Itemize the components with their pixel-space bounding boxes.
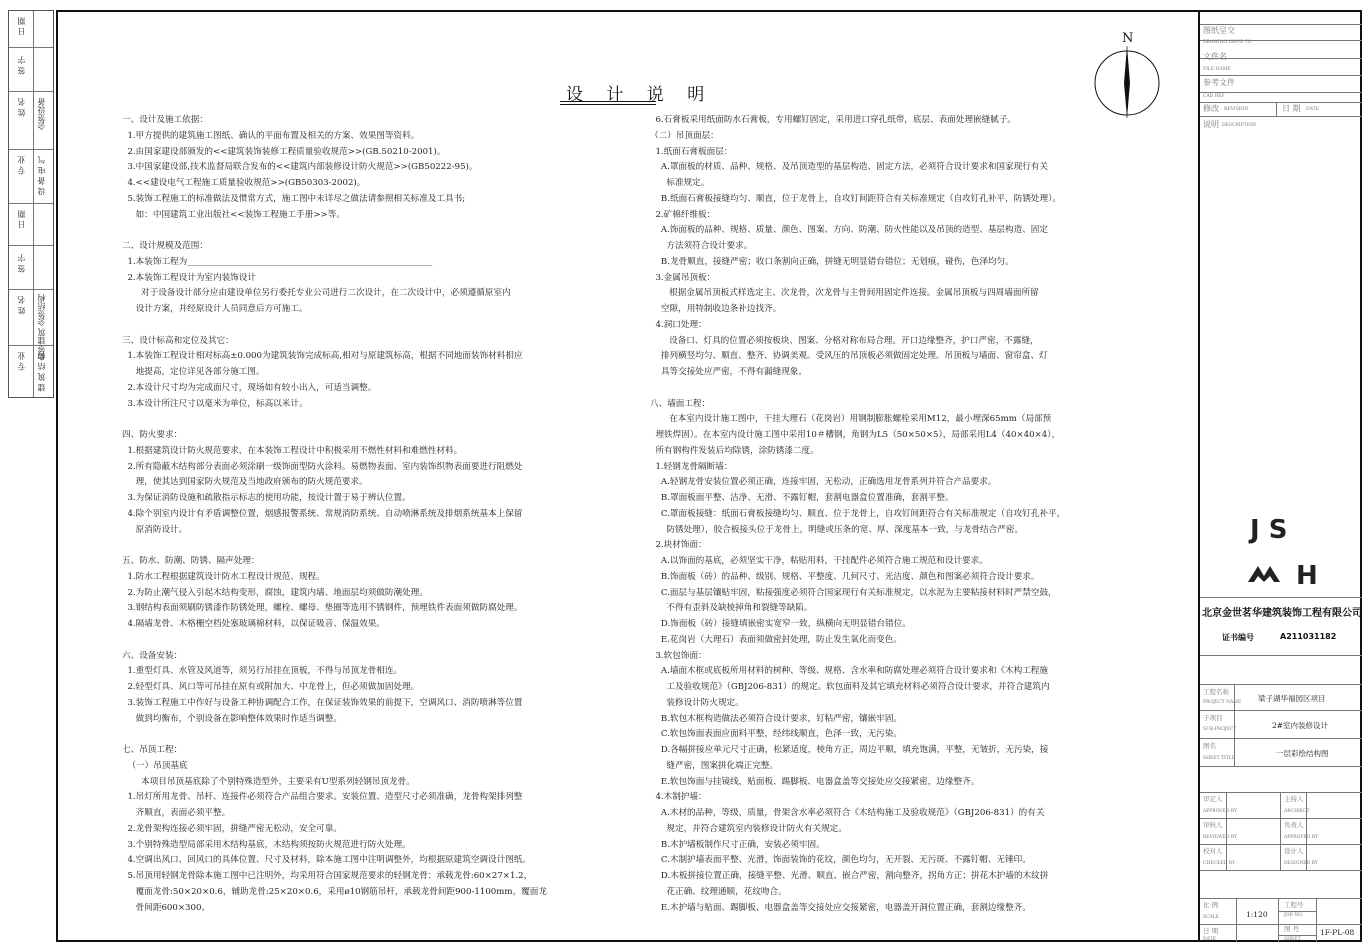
text-line: 1.本装饰工程设计相对标高±0.000为建筑装饰完成标高,相对与原建筑标高，根据不同地面装饰材料相应: [122, 351, 523, 362]
text-line: 1.纸面石膏板面层：: [650, 146, 733, 157]
text-line: 2.矿棉纤维板：: [650, 209, 716, 220]
paragraph-gap: [122, 318, 547, 334]
strip-value: 设 备 电 气: [37, 156, 46, 196]
revision-label-en: REVISION: [1224, 107, 1249, 112]
sub-project-value: 2#室内装修设计: [1272, 721, 1329, 730]
strip-label: 姓 名: [17, 98, 26, 117]
text-line: （一）吊顶基底: [122, 760, 188, 771]
text-line: 5.装饰工程施工的标准做法及惯常方式，施工图中未详尽之做法请参照相关标准及工具书;: [122, 193, 466, 204]
text-line: 设备口、灯具的位置必须按板块、图案、分格对称布局合理。开口边缘整齐，护口严密，不露缝，: [650, 335, 1039, 346]
text-line: E.木护墙与贴面、踢脚板、电器盒盖等交接处应交接紧密，电器盖开洞位置正确，套割边缘整齐。: [650, 902, 1031, 913]
text-line: 排列横竖均匀、顺直、整齐、协调美观。受风压的吊顶板必须做固定处理。吊顶板与墙面、窗帘盒、灯: [650, 351, 1048, 362]
checked-by-label: 校对人: [1203, 847, 1223, 855]
text-line: A.饰面板的品种、规格、质量、颜色、图案、方向、防潮、防火性能以及吊顶的造型、基层构造、固定: [650, 225, 1048, 236]
strip-value: 建 筑 结 构: [37, 352, 46, 392]
cad-ref-label: 参考文件: [1203, 78, 1235, 87]
cert-label: 证书编号: [1222, 633, 1254, 642]
text-line: 所有钢构件发装后均除锈，涂防锈漆二度。: [650, 445, 819, 456]
text-line: C.面层与基层镶贴牢固，粘接强度必须符合国家现行有关标准规定，以水泥为主要粘接材料时严禁空鼓，: [650, 587, 1057, 598]
paragraph-gap: [122, 412, 547, 428]
job-no-label: 工程号: [1284, 901, 1304, 909]
text-line: 4.除个别室内设计有矛盾调整位置，烟感报警系统、常规消防系统、自动喷淋系统及排烟系统基本上保留: [122, 508, 523, 519]
text-line: 不得有歪斜及缺棱掉角和裂缝等缺陷。: [650, 603, 813, 614]
strip-label: 专 业: [17, 352, 26, 371]
text-line: 2.由国家建设部颁发的<<建筑装饰装修工程质量验收规范>>(GB.50210-2001)。: [122, 146, 446, 157]
text-line: 1.甲方提供的建筑施工图纸、确认的平面布置及相关的方案、效果图等资料。: [122, 130, 420, 141]
text-line: A.以饰面的基底，必须坚实干净，粘贴用料，干挂配件必须符合施工规范和设计要求。: [650, 556, 988, 566]
text-line: 3.本设计所注尺寸以毫米为单位，标高以米计。: [122, 398, 308, 409]
text-line: 规定，并符合建筑室内装修设计防火有关规定。: [650, 823, 847, 834]
paragraph-gap: [650, 381, 1065, 397]
text-line: 2.本装饰工程设计为室内装饰设计: [122, 272, 256, 283]
text-line: 1.吊灯所用龙骨、吊杆、连接件必须符合产品组合要求。安装位置、造型尺寸必须准确，龙骨构架排列整: [122, 792, 523, 803]
text-line: 具等交接处应严密，不得有漏缝现象。: [650, 367, 808, 377]
date-label: 日 期: [1282, 104, 1301, 113]
text-line: 三、设计标高和定位及其它：: [122, 335, 234, 346]
text-line: 花正确、纹理通顺，花纹吻合。: [650, 886, 787, 897]
paragraph-gap: [122, 538, 547, 554]
text-line: 5.吊顶用轻钢龙骨除本施工图中已注明外，均采用符合国家规范要求的轻钢龙骨：承载龙骨:60×27×1.2，: [122, 871, 533, 881]
title-underline: [560, 104, 656, 105]
text-line: B.龙骨顺直，接缝严密；收口条割向正确，拼缝无明显错台错位；无划痕，碰伤，色泽均匀。: [650, 256, 1014, 267]
text-line: 齐顺直，表面必须平整。: [122, 808, 231, 818]
text-line: C.软包饰面表面应面料平整，经纬线顺直，色泽一致，无污染。: [650, 729, 902, 740]
text-line: 4.<<建设电气工程施工质量验收规范>>(GB50303-2002)。: [122, 178, 366, 188]
text-line: 2.块材饰面：: [650, 540, 707, 551]
strip-label: 姓 名: [17, 296, 26, 315]
project-name-value: 梁子湖华福园区项目: [1258, 694, 1326, 703]
designed-by-label: 设计人: [1284, 847, 1304, 855]
date2-label: 日 期: [1203, 927, 1219, 935]
text-line: 3.金属吊顶板：: [650, 272, 716, 283]
sheet-no-label: 图 号: [1284, 925, 1300, 933]
strip-label: 专 业: [17, 156, 26, 175]
left-text-column: [122, 113, 547, 916]
text-line: 骨间距600×300。: [122, 902, 211, 913]
checked-by-label-en: CHECKED BY: [1203, 861, 1235, 866]
text-line: A.木材的品种，等级，质量，骨架含水率必须符合《木结构施工及验收规范》（GBJ206-831）的有关: [650, 808, 1045, 818]
strip-label: 签 字: [17, 254, 26, 273]
text-line: B.饰面板（砖）的品种、级别、规格、平整度、几何尺寸、光洁度、颜色和图案必须符合设计要求。: [650, 571, 1040, 582]
responsible-label: 负责人: [1284, 821, 1304, 829]
project-name-label: 工程名称: [1203, 688, 1229, 696]
text-line: C.罩面板接缝：纸面石膏板接缝均匀、顺直、位于龙骨上，自攻钉间距符合有关标准规定（自攻钉孔补平，: [650, 508, 1066, 519]
revision-label: 修改: [1203, 104, 1219, 113]
scale-value: 1:120: [1246, 910, 1268, 919]
company-logo: [1236, 510, 1336, 600]
text-line: 标准规定。: [650, 178, 710, 188]
text-line: （二）吊顶面层：: [650, 130, 719, 141]
text-line: 空隙，用特制收边条补边找齐。: [650, 304, 782, 314]
text-line: D.木板拼接位置正确，接缝平整、光滑、顺直、嵌合严密，割向整齐，拐角方正；拼花木护墙的木纹拼: [650, 871, 1049, 881]
sub-project-label: 子项目: [1203, 714, 1223, 722]
text-line: 6.石膏板采用纸面防水石膏板，专用螺钉固定，采用进口穿孔纸带，底层、表面处理嵌缝腻子。: [650, 115, 1017, 125]
title-underline: [560, 101, 656, 102]
text-line: B.纸面石膏板接缝均匀、顺直，位于龙骨上，自攻钉间距符合有关标准规定（自攻钉孔补平，防锈处理）。: [650, 193, 1061, 204]
text-line: 如：中国建筑工业出版社<<装饰工程施工手册>>等。: [122, 209, 345, 220]
paragraph-gap: [122, 633, 547, 649]
description-label: 说明: [1203, 120, 1219, 129]
reviewed-by-label-en: REVIEWED BY: [1203, 835, 1238, 840]
text-line: 4.隔墙龙骨、木格栅空档处塞玻璃棉材料，以保证吸音、保温效果。: [122, 619, 385, 629]
text-line: 2.龙骨架构连接必须牢固，拼缝严密无松动，安全可靠。: [122, 823, 342, 834]
text-line: 方法须符合设计要求。: [650, 241, 753, 251]
text-line: D.饰面板（砖）接缝填嵌密实宽窄一致，纵横向无明显错台错位。: [650, 619, 911, 629]
text-line: 原消防设计。: [122, 524, 188, 535]
text-line: B.罩面板面平整、洁净、无滑、不露钉帽，套割电器盒位置准确，套割平整。: [650, 493, 954, 503]
text-line: 2.所有隐蔽木结构部分表面必须涂刷一级饰面型防火涂料。易燃物表面、室内装饰织物表面要进行阻燃处: [122, 461, 523, 472]
text-line: 1.轻钢龙骨隔断墙：: [650, 461, 733, 472]
text-line: 2.本设计尺寸均为完成面尺寸，现场如有较小出入，可适当调整。: [122, 382, 377, 393]
text-line: 埋铁焊固）。在本室内设计施工图中采用10＃槽钢，角钢为L5（50×50×5），局部采用L4（40×40×4），: [650, 430, 1061, 440]
file-name-label: 文件名: [1203, 52, 1227, 61]
approved-by-label: 审定人: [1203, 795, 1223, 803]
text-line: 3.装饰工程施工中作好与设备工种协调配合工作，在保证装饰效果的前提下，空调风口、消防喷淋等位置: [122, 697, 523, 708]
sheet-title-label-en: SHEET TITLE: [1203, 756, 1236, 761]
text-line: 在本室内设计施工图中，干挂大理石（花岗岩）用钢制膨胀螺栓采用M12，最小埋深65mm（局部预: [650, 414, 1052, 425]
right-text-column: [650, 113, 1065, 916]
sheet-no-value: 1F-PL-08: [1320, 928, 1355, 937]
sub-project-label-en: SUB-PROJECT: [1203, 727, 1237, 732]
text-line: 六、设备安装：: [122, 650, 183, 661]
text-line: 理，使其达到国家防火规范及当地政府颁布的防火规范要求。: [122, 477, 368, 488]
cad-ref-label-en: CAD REF: [1203, 94, 1225, 99]
text-line: 2.为防止潮气侵入引起木结构变形，腐蚀，建筑内墙、地面层均须做防潮处理。: [122, 587, 428, 598]
text-line: 3.为保证消防设施和疏散指示标志的使用功能，按设计置于易于辨认位置。: [122, 493, 411, 503]
paragraph-gap: [122, 223, 547, 239]
sheet-title-label: 图名: [1203, 742, 1216, 750]
strip-label: 日 期: [17, 17, 26, 36]
strip-label: 日 期: [17, 210, 26, 229]
text-line: A.轻钢龙骨安装位置必须正确，连接牢固，无松动，正确选用龙骨系列并符合产品要求。: [650, 477, 997, 488]
text-line: 4.木制护墙：: [650, 792, 707, 803]
text-line: 3.中国家建设部,技术监督局联合发布的<<建筑内部装修设计防火规范>>(GB50222-95)。: [122, 162, 478, 173]
text-line: E.软包饰面与挂镜线，贴面板、踢脚板、电器盒盖等交接处应交接紧密，边缘整齐。: [650, 776, 980, 787]
text-line: 工及验收规范》（GBJ206-831）的规定。软包面料及其它填充材料必须符合设计要求，并符合建筑内: [650, 682, 1050, 692]
company-name: 北京金世茗华建筑装饰工程有限公司: [1202, 608, 1362, 619]
text-line: A.罩面板的材质、品种、规格、及吊顶造型的基层构造、固定方法，必须符合设计要求和国家现行有关: [650, 162, 1048, 173]
strip-label: 签 字: [17, 56, 26, 75]
approved-by-label-en: APPROVED BY: [1203, 809, 1238, 814]
designed-by-label-en: DESIGNED BY: [1284, 861, 1318, 866]
text-line: B.软包木框构造做法必须符合设计要求，钉粘严密，镶嵌牢固。: [650, 713, 903, 724]
architect-label-en: ARCHIECT: [1284, 809, 1310, 814]
text-line: 1.防水工程根据建筑设计防水工程设计规范、规程。: [122, 571, 325, 582]
text-line: 对于设备设计部分应由建设单位另行委托专业公司进行二次设计，在二次设计中，必须遵循原室内: [122, 288, 511, 299]
text-line: 本项目吊顶基底除了个别特殊造型外，主要采有U型系列轻钢吊顶龙骨。: [122, 776, 415, 787]
drawing-issue-label-en: DRAWING ISSUE TO: [1203, 40, 1252, 45]
cert-number: A211031182: [1280, 632, 1337, 641]
text-line: 缝严密，图案拼化端正完整。: [650, 760, 779, 771]
drawing-issue-label: 图纸呈交: [1203, 26, 1235, 35]
text-line: 3.软包饰面：: [650, 650, 707, 661]
text-line: 3.钢结构表面须刷防锈漆作防锈处理，螺栓、螺母、垫圈等选用不锈钢件，预埋铁件表面须做防腐处理。: [122, 603, 523, 614]
architect-label: 主持人: [1284, 795, 1304, 803]
text-line: C.木制护墙表面平整、光滑，饰面装饰的花纹，颜色均匀，无开裂、无污斑、不露钉帽、无锤印。: [650, 855, 1031, 866]
strip-value: 会签建筑 会签结构: [37, 294, 46, 361]
text-line: 五、防水、防潮、防锈、隔声处理：: [122, 556, 260, 566]
reviewed-by-label: 审核人: [1203, 821, 1223, 829]
north-arrow-icon: [1090, 28, 1168, 118]
signoff-strip: [8, 10, 54, 398]
text-line: 3.个别特殊造型局部采用木结构基底，木结构须按防火规范进行防火处理。: [122, 839, 411, 850]
text-line: A.墙面木框或底板所用材料的树种、等级、规格、含水率和防腐处理必须符合设计要求和《木构工程施: [650, 666, 1048, 677]
description-label-en: DESCRIPTION: [1222, 123, 1257, 128]
scale-label-en: SCALE: [1203, 915, 1220, 920]
text-line: 1.根据建筑设计防火规范要求，在本装饰工程设计中积极采用不燃性材料和难燃性材料。: [122, 445, 463, 456]
scale-label: 比 例: [1203, 901, 1219, 909]
text-line: 1.重型灯具、水管及风道等，须另行吊挂在顶板，不得与吊顶龙骨相连。: [122, 666, 403, 677]
title-block: [1198, 10, 1362, 942]
text-line: 地提高，定位详见各部分施工图。: [122, 367, 265, 377]
responsible-label-en: APPROVED BY: [1284, 835, 1319, 840]
text-line: 4.洞口处理：: [650, 319, 707, 330]
strip-value: 会签设备: [37, 98, 46, 130]
sheet-title-value: 一层彩绘结构图: [1276, 749, 1329, 758]
job-no-label-en: JOB NO.: [1284, 913, 1304, 918]
text-line: 四、防火要求：: [122, 430, 183, 440]
file-name-label-en: FILE NAME: [1203, 67, 1231, 72]
text-line: 设计方案，并经原设计人员同意后方可施工。: [122, 304, 308, 314]
text-line: 1.本装饰工程为_________________________________________________________: [122, 256, 433, 267]
date2-label-en: DATE: [1203, 937, 1216, 942]
project-name-label-en: PROJECT NAME: [1203, 700, 1242, 705]
text-line: 防锈处理），胶合板接头位于龙骨上，明缝或压条的宽、厚、深度基本一致，与龙骨结合严密。: [650, 524, 1024, 535]
north-label: N: [1122, 31, 1134, 46]
sheet-no-label-en: SHEET: [1284, 937, 1301, 942]
svg-text:H: H: [1296, 561, 1318, 591]
text-line: 覆面龙骨:50×20×0.6，辅助龙骨:25×20×0.6，采用ø10钢筋吊杆，承载龙骨间距900-1100mm，覆面龙: [122, 886, 547, 897]
text-line: D.各幅拼接应单元尺寸正确，松紧适度，棱角方正，周边平顺，填充饱满，平整，无皱折，无污染，接: [650, 745, 1049, 755]
text-line: 七、吊顶工程：: [122, 745, 183, 755]
page-title: 设 计 说 明: [566, 85, 714, 105]
text-line: 八、墙面工程：: [650, 398, 711, 409]
text-line: 装修设计防火规定。: [650, 697, 744, 708]
date-label-en: DATE: [1306, 107, 1319, 112]
text-line: B.木护墙板制作尺寸正确，安装必须牢固。: [650, 839, 825, 850]
text-line: 做到均衡布，个别设备在影响整体效果时作适当调整。: [122, 713, 342, 724]
text-line: 2.轻型灯具、风口等可吊挂在原有或附加大、中龙骨上，但必须做加固处理。: [122, 682, 420, 692]
text-line: 二、设计规模及范围：: [122, 241, 208, 251]
text-line: 根据金属吊顶板式样选定主、次龙骨，次龙骨与主骨间用固定件连接。金属吊顶板与四周墙面所留: [650, 288, 1039, 299]
text-line: E.花岗岩（大理石）表面须做密封处理，防止发生氧化而变色。: [650, 634, 902, 645]
text-line: 4.空调出风口、回风口的具体位置、尺寸及材料，除本施工图中注明调整外，均根据原建筑空调设计图纸。: [122, 855, 531, 866]
paragraph-gap: [122, 727, 547, 743]
text-line: 一、设计及施工依据：: [122, 115, 208, 125]
svg-text:J S: J S: [1250, 515, 1288, 545]
